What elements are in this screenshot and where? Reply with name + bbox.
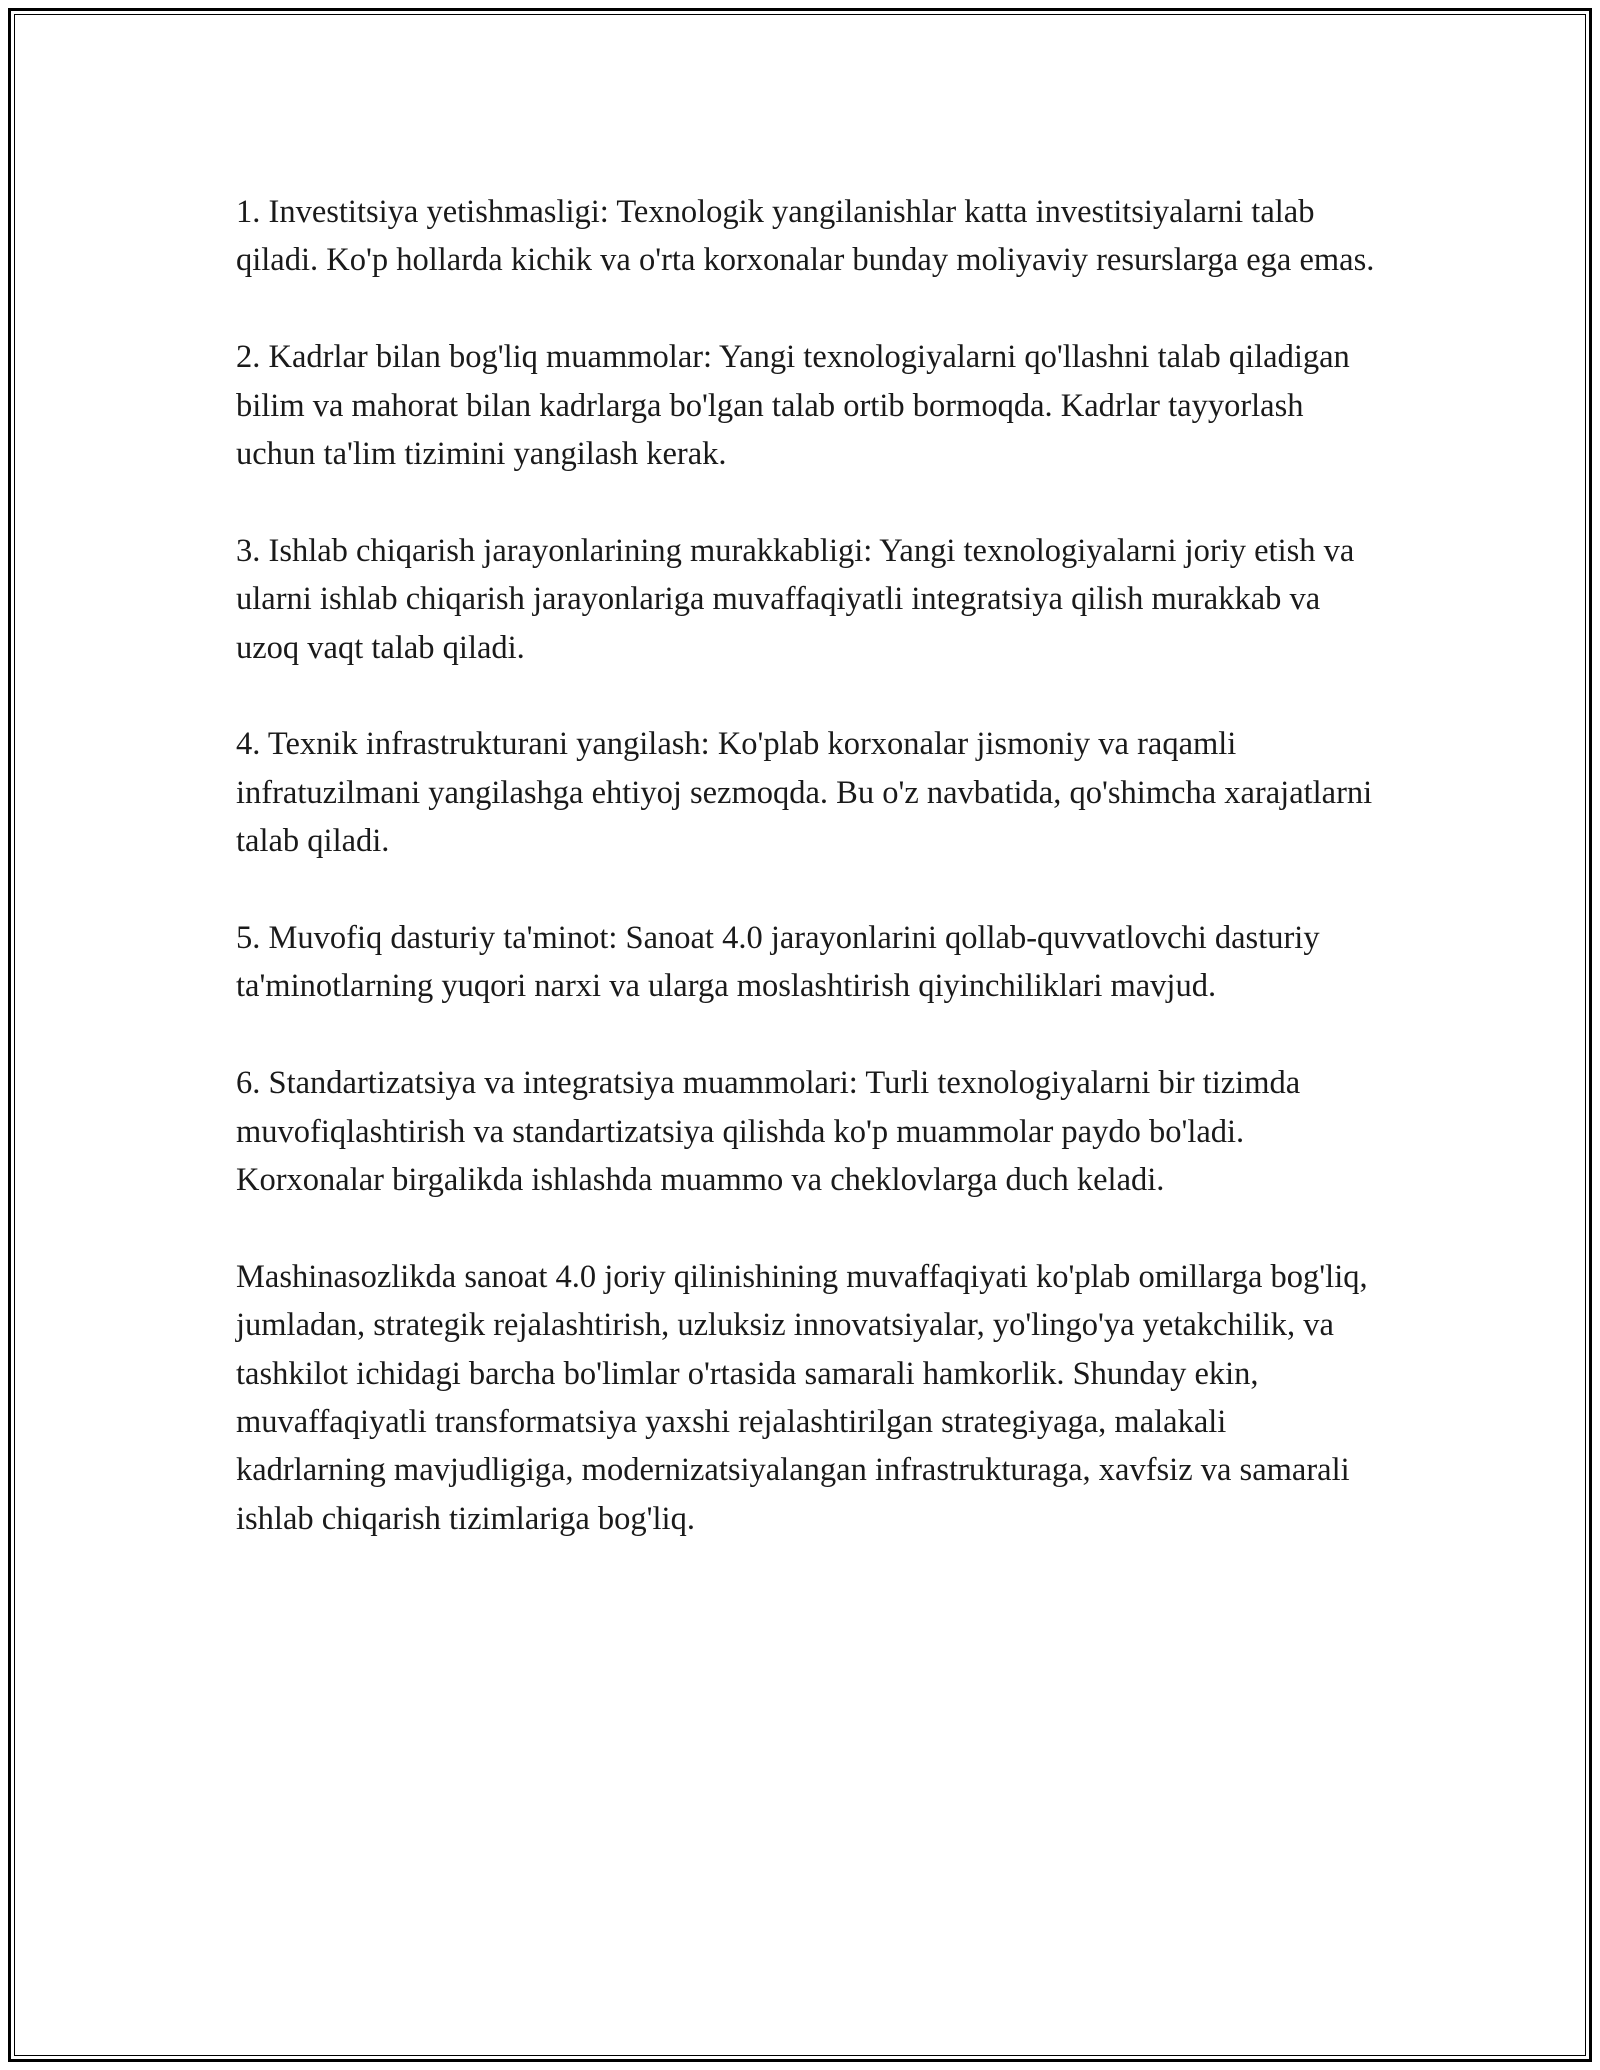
document-body	[236, 188, 1384, 1543]
paragraph-standardization: 6. Standartizatsiya va integratsiya muammolari: Turli texnologiyalarni bir tizimda muvofiqlashtirish va standartizatsiya qilishda ko'p muammolar paydo bo'ladi. Korxonalar birgalikda ishlashda muammo va cheklovlarga duch keladi.	[236, 1065, 1301, 1199]
paragraph-conclusion: Mashinasozlikda sanoat 4.0 joriy qilinishining muvaffaqiyati ko'plab omillarga bog'liq, jumladan, strategik rejalashtirish, uzluksiz innovatsiyalar, yo'lingo'ya yetakchilik, va tashkilot ichidagi barcha bo'limlar o'rtasida samarali hamkorlik. Shunday ekin, muvaffaqiyatli transformatsiya yaxshi rejalashtirilgan strategiyaga, malakali kadrlarning mavjudligiga, modernizatsiyalangan infrastrukturaga, xavfsiz va samarali ishlab chiqarish tizimlariga bog'liq.	[236, 1258, 1368, 1537]
paragraph-staffing-problems: 2. Kadrlar bilan bog'liq muammolar: Yangi texnologiyalarni qo'llashni talab qiladigan bilim va mahorat bilan kadrlarga bo'lgan talab ortib bormoqda. Kadrlar tayyorlash uchun ta'lim tizimini yangilash kerak.	[236, 339, 1350, 473]
paragraph-infrastructure-update: 4. Texnik infrastrukturani yangilash: Ko'plab korxonalar jismoniy va raqamli infratuzilmani yangilashga ehtiyoj sezmoqda. Bu o'z navbatida, qo'shimcha xarajatlarni talab qiladi.	[236, 726, 1373, 860]
paragraph-process-complexity: 3. Ishlab chiqarish jarayonlarining murakkabligi: Yangi texnologiyalarni joriy etish va ularni ishlab chiqarish jarayonlariga muvaffaqiyatli integratsiya qilish murakkab va uzoq vaqt talab qiladi.	[236, 532, 1355, 666]
paragraph-software: 5. Muvofiq dasturiy ta'minot: Sanoat 4.0 jarayonlarini qollab-quvvatlovchi dasturiy ta'minotlarning yuqori narxi va ularga moslashtirish qiyinchiliklari mavjud.	[236, 920, 1320, 1005]
paragraph-investment-shortage: 1. Investitsiya yetishmasligi: Texnologik yangilanishlar katta investitsiyalarni talab qiladi. Ko'p hollarda kichik va o'rta korxonalar bunday moliyaviy resurslarga ega emas.	[236, 194, 1375, 279]
